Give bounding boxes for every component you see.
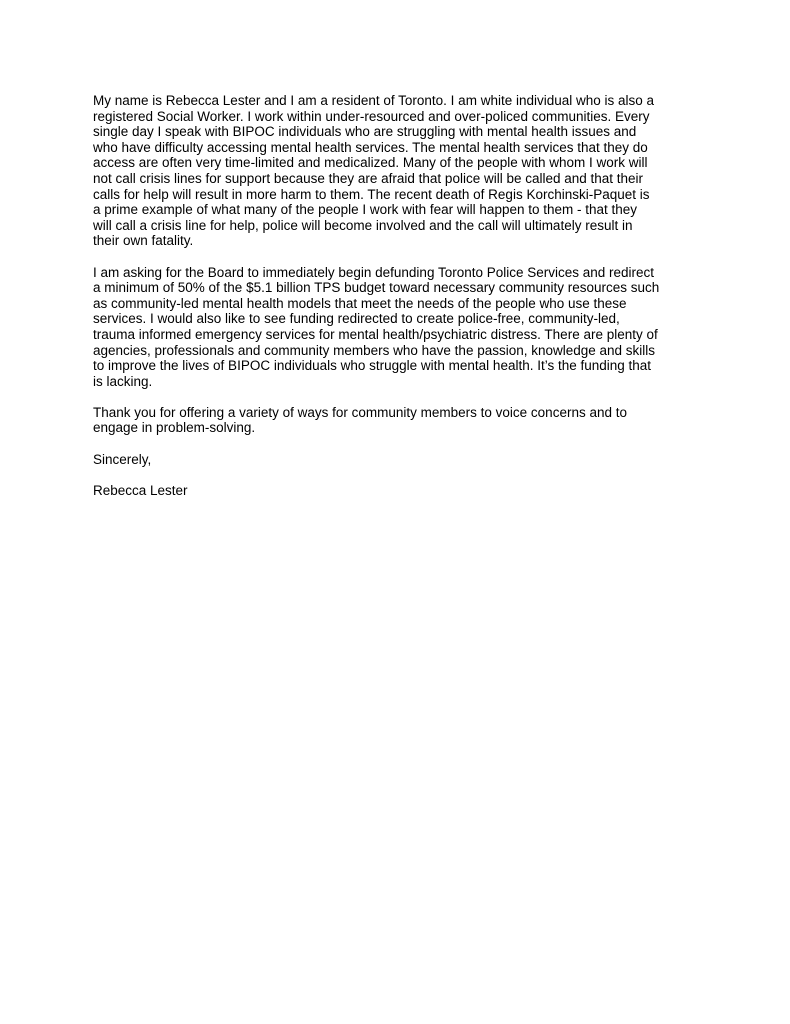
text-line: will call a crisis line for help, police will become involved and the call will ultimately result in [93, 217, 633, 233]
text-line: a minimum of 50% of the $5.1 billion TPS budget toward necessary community resources such [93, 280, 660, 296]
letter-paragraph-request [93, 265, 703, 390]
letter-body [93, 93, 703, 514]
text-line: to improve the lives of BIPOC individuals who struggle with mental health. It’s the funding that [93, 358, 652, 374]
closing-text: Sincerely, [93, 451, 152, 467]
text-line: trauma informed emergency services for mental health/psychiatric distress. There are plenty of [93, 326, 658, 342]
text-line: agencies, professionals and community members who have the passion, knowledge and skills [93, 342, 656, 358]
text-line: access are often very time-limited and medicalized. Many of the people with whom I work will [93, 155, 648, 171]
text-line: is lacking. [93, 373, 153, 389]
text-line: single day I speak with BIPOC individuals who are struggling with mental health issues and [93, 124, 637, 140]
text-line: who have difficulty accessing mental health services. The mental health services that they do [93, 139, 648, 155]
text-line: calls for help will result in more harm to them. The recent death of Regis Korchinski-Paquet is [93, 186, 650, 202]
text-line: as community-led mental health models that meet the needs of the people who use these [93, 295, 627, 311]
text-line: I am asking for the Board to immediately begin defunding Toronto Police Services and redirect [93, 264, 655, 280]
letter-paragraph-intro [93, 93, 703, 249]
letter-paragraph-thanks [93, 405, 703, 436]
text-line: their own fatality. [93, 233, 194, 249]
text-line: engage in problem-solving. [93, 420, 256, 436]
text-line: a prime example of what many of the people I work with fear will happen to them - that they [93, 202, 638, 218]
text-line: My name is Rebecca Lester and I am a resident of Toronto. I am white individual who is also a [93, 93, 655, 108]
text-line: Thank you for offering a variety of ways for community members to voice concerns and to [93, 404, 627, 420]
text-line: services. I would also like to see funding redirected to create police-free, community-led, [93, 311, 620, 327]
letter-signature [93, 483, 703, 499]
text-line: not call crisis lines for support because they are afraid that police will be called and that their [93, 170, 644, 186]
text-line: registered Social Worker. I work within under-resourced and over-policed communities. Every [93, 108, 650, 124]
letter-closing [93, 452, 703, 468]
signature-name: Rebecca Lester [93, 482, 188, 498]
